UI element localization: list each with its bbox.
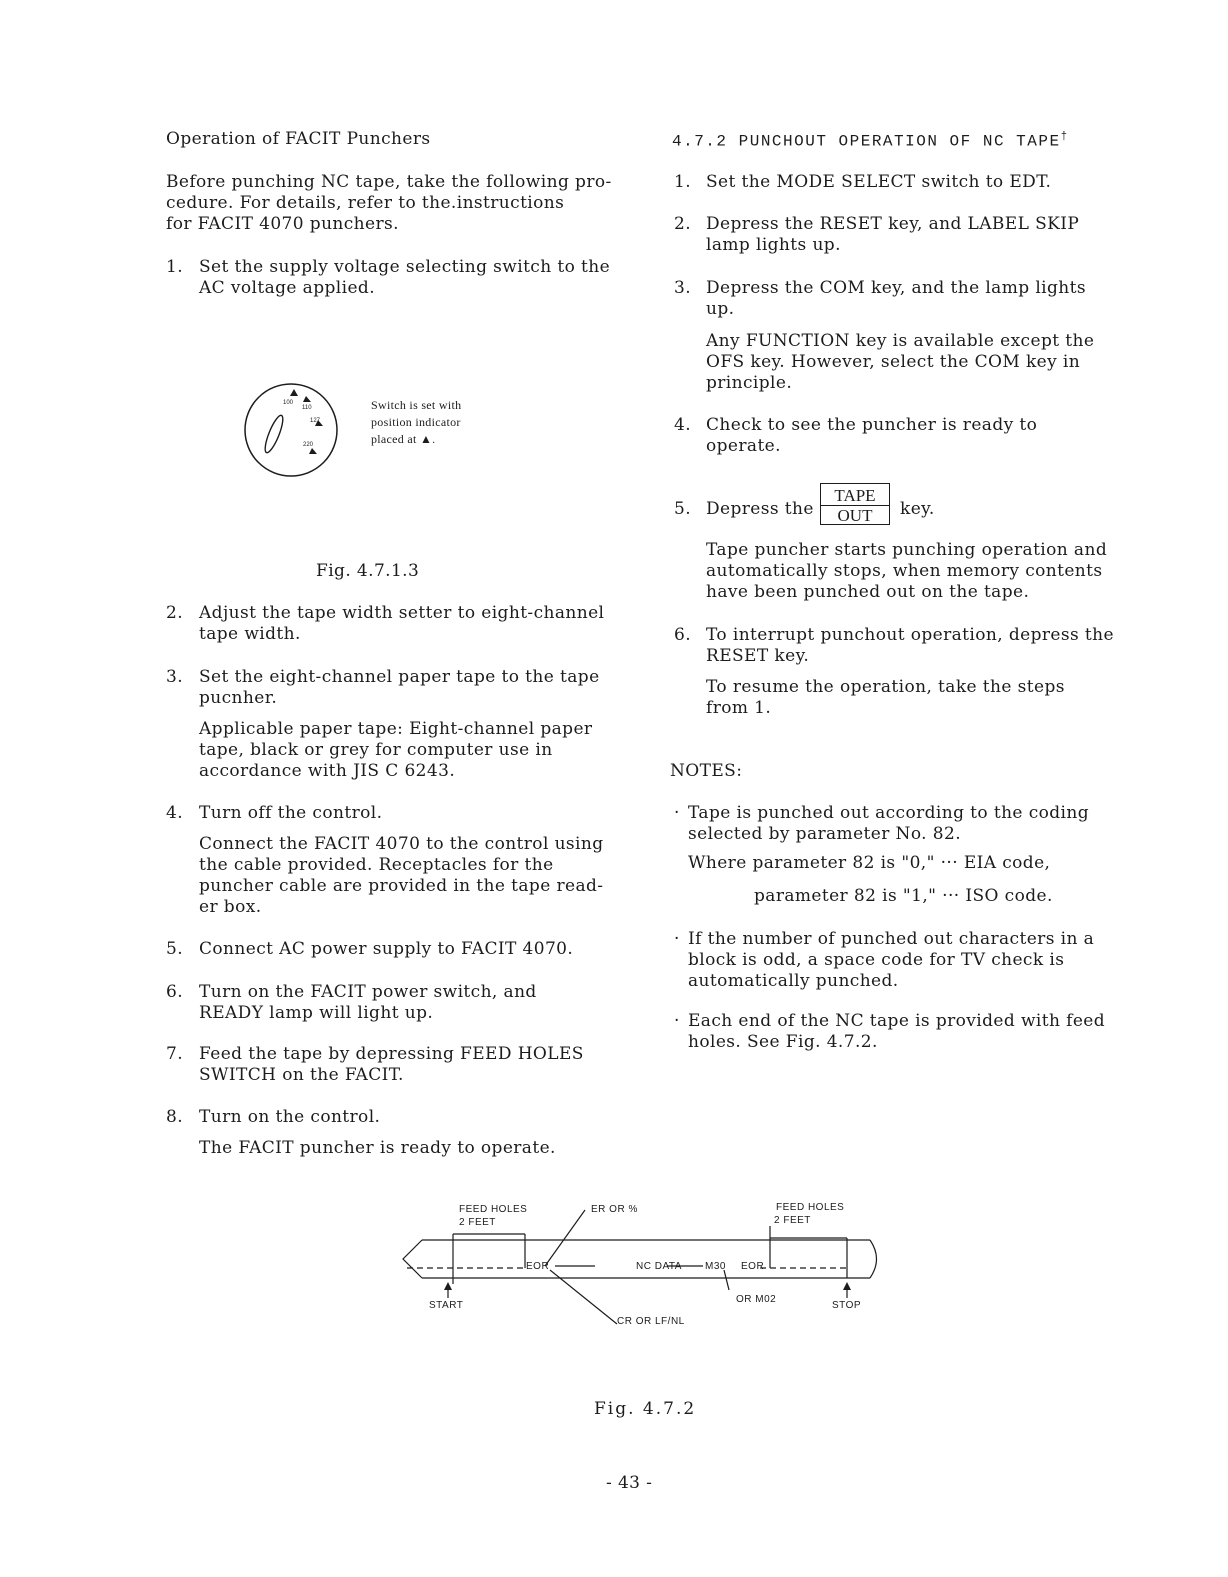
step-5-line-1: Connect AC power supply to FACIT 4070.	[199, 939, 574, 959]
step-6-detail-1: To resume the operation, take the steps	[706, 677, 1065, 697]
step-5-detail-2: automatically stops, when memory contents	[706, 561, 1103, 581]
step-number: 3.	[166, 667, 184, 687]
notes-heading: NOTES:	[670, 761, 743, 781]
intro-line-3: for FACIT 4070 punchers.	[166, 214, 399, 234]
step-number: 5.	[674, 499, 692, 519]
step-7-line-1: Feed the tape by depressing FEED HOLES	[199, 1044, 584, 1064]
step-3-line-2: up.	[706, 299, 735, 319]
two-feet-right-label: 2 FEET	[774, 1215, 811, 1226]
start-label: START	[429, 1300, 464, 1311]
step-3-line-1: Set the eight-channel paper tape to the tape	[199, 667, 600, 687]
nc-data-label: NC DATA	[636, 1261, 682, 1272]
step-5-before: Depress the	[706, 499, 814, 519]
note-2-line-1: If the number of punched out characters in a	[688, 929, 1095, 949]
heading-mark: †	[1060, 131, 1069, 143]
note-3-line-1: Each end of the NC tape is provided with feed	[688, 1011, 1106, 1031]
feed-holes-left-label: FEED HOLES	[459, 1204, 528, 1215]
cr-or-label: CR OR LF/NL	[617, 1316, 685, 1327]
step-number: 7.	[166, 1044, 184, 1064]
step-3-detail-2: tape, black or grey for computer use in	[199, 740, 553, 760]
switch-note-line-2: position indicator	[371, 415, 461, 429]
step-3-line-1: Depress the COM key, and the lamp lights	[706, 278, 1086, 298]
section-heading: Operation of FACIT Punchers	[166, 129, 431, 149]
eor-label: EOR	[526, 1261, 550, 1272]
step-3-detail-1: Applicable paper tape: Eight-channel paper	[199, 719, 593, 739]
svg-text:110: 110	[302, 405, 312, 411]
er-or-label: ER OR %	[591, 1204, 638, 1215]
step-number: 2.	[674, 214, 692, 234]
step-number: 3.	[674, 278, 692, 298]
bullet: ·	[674, 1011, 680, 1031]
svg-text:220: 220	[303, 442, 314, 448]
svg-text:127: 127	[310, 418, 321, 424]
note-2-line-3: automatically punched.	[688, 971, 899, 991]
section-heading-text: 4.7.2 PUNCHOUT OPERATION OF NC TAPE	[672, 132, 1061, 151]
step-7-line-2: SWITCH on the FACIT.	[199, 1065, 404, 1085]
tape-out-key-bottom: OUT	[837, 506, 873, 525]
section-heading	[672, 131, 1069, 150]
page-number: - 43 -	[606, 1473, 653, 1493]
bullet: ·	[674, 929, 680, 949]
note-1-line-2: selected by parameter No. 82.	[688, 824, 962, 844]
step-4-line-2: operate.	[706, 436, 781, 456]
step-4-detail-4: er box.	[199, 897, 262, 917]
step-number: 1.	[166, 257, 184, 277]
voltage-switch-illustration	[240, 382, 346, 480]
step-2-line-2: lamp lights up.	[706, 235, 841, 255]
svg-text:100: 100	[283, 400, 294, 406]
step-4-detail-2: the cable provided. Receptacles for the	[199, 855, 554, 875]
step-3-detail-3: principle.	[706, 373, 793, 393]
step-6-detail-2: from 1.	[706, 698, 772, 718]
step-number: 6.	[166, 982, 184, 1002]
step-number: 4.	[674, 415, 692, 435]
step-4-line-1: Check to see the puncher is ready to	[706, 415, 1038, 435]
step-number: 5.	[166, 939, 184, 959]
two-feet-left-label: 2 FEET	[459, 1217, 496, 1228]
bullet: ·	[674, 803, 680, 823]
step-number: 4.	[166, 803, 184, 823]
note-1-iso-line: parameter 82 is "1," ··· ISO code.	[754, 886, 1053, 906]
step-number: 8.	[166, 1107, 184, 1127]
or-m02-label: OR M02	[736, 1294, 777, 1305]
tape-out-key-top: TAPE	[834, 486, 876, 505]
tape-out-key-box	[820, 483, 890, 525]
step-2-line-1: Depress the RESET key, and LABEL SKIP	[706, 214, 1080, 234]
step-3-detail-3: accordance with JIS C 6243.	[199, 761, 456, 781]
step-4-line-1: Turn off the control.	[199, 803, 383, 823]
step-8-line-1: Turn on the control.	[199, 1107, 381, 1127]
step-1-line-2: AC voltage applied.	[199, 278, 375, 298]
note-1-eia-line: Where parameter 82 is "0," ··· EIA code,	[688, 853, 1051, 873]
figure-caption: Fig. 4.7.2	[594, 1399, 697, 1419]
note-2-line-2: block is odd, a space code for TV check is	[688, 950, 1065, 970]
switch-note-line-1: Switch is set with	[371, 398, 462, 412]
step-number: 6.	[674, 625, 692, 645]
step-1-line-1: Set the supply voltage selecting switch to the	[199, 257, 611, 277]
step-6-line-1: Turn on the FACIT power switch, and	[199, 982, 537, 1002]
step-6-line-1: To interrupt punchout operation, depress the	[706, 625, 1114, 645]
eor-right-label: EOR	[741, 1261, 765, 1272]
step-3-detail-2: OFS key. However, select the COM key in	[706, 352, 1081, 372]
step-5-detail-1: Tape puncher starts punching operation and	[706, 540, 1108, 560]
note-1-line-1: Tape is punched out according to the coding	[688, 803, 1089, 823]
stop-label: STOP	[832, 1300, 862, 1311]
note-3-line-2: holes. See Fig. 4.7.2.	[688, 1032, 878, 1052]
step-6-line-2: RESET key.	[706, 646, 810, 666]
intro-line-1: Before punching NC tape, take the following pro-	[166, 172, 612, 192]
step-number: 1.	[674, 172, 692, 192]
step-6-line-2: READY lamp will light up.	[199, 1003, 434, 1023]
step-3-detail-1: Any FUNCTION key is available except the	[706, 331, 1095, 351]
intro-line-2: cedure. For details, refer to the.instructions	[166, 193, 565, 213]
step-5-after: key.	[900, 499, 935, 519]
figure-caption: Fig. 4.7.1.3	[316, 561, 420, 581]
step-4-detail-1: Connect the FACIT 4070 to the control using	[199, 834, 604, 854]
step-3-line-2: pucnher.	[199, 688, 278, 708]
step-1-text: Set the MODE SELECT switch to EDT.	[706, 172, 1052, 192]
step-4-detail-3: puncher cable are provided in the tape read-	[199, 876, 604, 896]
m30-label: M30	[705, 1261, 726, 1272]
step-number: 2.	[166, 603, 184, 623]
switch-note-line-3: placed at ▲.	[371, 432, 436, 446]
step-2-line-1: Adjust the tape width setter to eight-channel	[199, 603, 605, 623]
step-2-line-2: tape width.	[199, 624, 301, 644]
step-8-detail: The FACIT puncher is ready to operate.	[199, 1138, 556, 1158]
step-5-detail-3: have been punched out on the tape.	[706, 582, 1030, 602]
feed-holes-right-label: FEED HOLES	[776, 1202, 845, 1213]
